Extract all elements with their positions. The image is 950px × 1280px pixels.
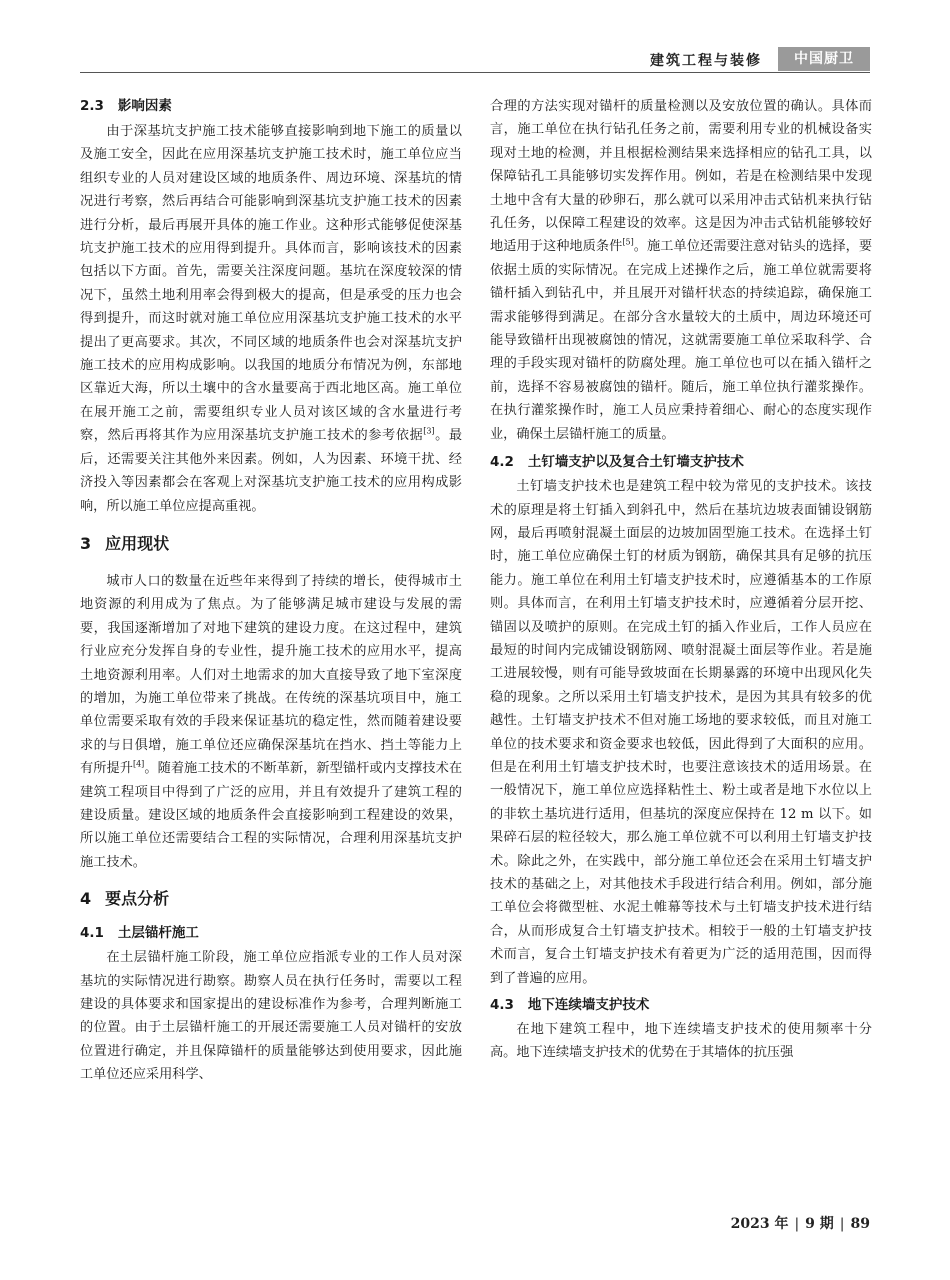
journal-section-title: 建筑工程与装修 (650, 53, 762, 69)
section-number: 2.3 (80, 98, 104, 114)
section-number: 4.3 (490, 997, 514, 1014)
section-heading-4-3 (490, 994, 872, 1016)
citation[interactable]: [5] (622, 238, 634, 248)
paragraph-text: 合理的方法实现对锚杆的质量检测以及安放位置的确认。具体而言，施工单位在执行钻孔任务之前，需要利用专业的机械设备实现对土地的检测，并且根据检测结果来选择相应的钻孔工具，以保障钻孔工具能够切实发挥作用。例如，若是在检测结果中发现土地中含有大量的砂卵石，那么就可以采用冲击式钻机来执行钻孔任务，以保障工程建设的效率。这是因为冲击式钻机能够较好地适用于这种地质条件 (490, 99, 872, 255)
footer-separator: | (794, 1216, 800, 1232)
section-heading-4-1 (80, 922, 462, 944)
section-heading-2-3 (80, 95, 462, 117)
section-number: 4 (80, 889, 92, 909)
footer-separator: | (839, 1216, 845, 1232)
issue-number: 9 期 (805, 1216, 834, 1232)
paragraph-text: 城市人口的数量在近些年来得到了持续的增长，使得城市土地资源的利用成为了焦点。为了能够满足城市建设与发展的需要，我国逐渐增加了对地下建筑的建设力度。在这过程中，建筑行业应充分发挥自身的专业性，提升施工技术的应用水平，提高土地资源利用率。人们对土地需求的加大直接导致了地下室深度的增加，为施工单位带来了挑战。在传统的深基坑项目中，施工单位需要采取有效的手段来保证基坑的稳定性，然而随着建设要求的与日俱增，施工单位还应确保深基坑在挡水、挡土等能力上有所提升 (80, 573, 462, 777)
issue-year: 2023 年 (730, 1216, 789, 1232)
paragraph-text: 。施工单位还需要注意对钻头的选择，要依据土质的实际情况。在完成上述操作之后，施工单位就需要将锚杆插入到钻孔中，并且展开对锚杆状态的持续追踪，确保施工需求能够得到满足。在部分含水量较大的土质中，周边环境还可能导致锚杆出现被腐蚀的情况，这就需要施工单位采取科学、合理的手段实现对锚杆的防腐处理。施工单位也可以在插入锚杆之前，选择不容易被腐蚀的锚杆。随后，施工单位执行灌浆操作。在执行灌浆操作时，施工人员应秉持着细心、耐心的态度实现作业，确保土层锚杆施工的质量。 (490, 239, 873, 442)
journal-brand-badge: 中国厨卫 (778, 47, 870, 71)
paragraph: 在土层锚杆施工阶段，施工单位应指派专业的工作人员对深基坑的实际情况进行勘察。勘察人员在执行任务时，需要以工程建设的具体要求和国家提出的建设标准作为参考，合理判断施工的位置。由于土层锚杆施工的开展还需要施工人员对锚杆的安放位置进行确定，并且保障锚杆的质量能够达到使用要求，因此施工单位还应采用科学、 (80, 950, 462, 1083)
paragraph (80, 120, 462, 518)
section-title: 土钉墙支护以及复合土钉墙支护技术 (527, 454, 744, 471)
paragraph-text: 由于深基坑支护施工技术能够直接影响到地下施工的质量以及施工安全，因此在应用深基坑支护施工技术时，施工单位应当组织专业的人员对建设区域的地质条件、周边环境、深基坑的情况进行考察，然后再结合可能影响到深基坑支护施工技术的因素进行分析，最后再展开具体的施工作业。这种形式能够促使深基坑支护施工技术的应用得到提升。具体而言，影响该技术的因素包括以下方面。首先，需要关注深度问题。基坑在深度较深的情况下，虽然土地利用率会得到极大的提高，但是承受的压力也会得到提升，而这时就对施工单位应用深基坑支护施工技术的水平提出了更高要求。其次，不同区域的地质条件也会对深基坑支护施工技术的应用构成影响。以我国的地质分布情况为例，东部地区靠近大海，所以土壤中的含水量要高于西北地区高。施工单位在展开施工之前，需要组织专业人员对该区域的含水量进行考察，然后再将其作为应用深基坑支护施工技术的参考依据 (80, 124, 462, 444)
section-title: 地下连续墙支护技术 (527, 997, 650, 1014)
section-number: 3 (80, 533, 92, 553)
paragraph-text: 。最后，还需要关注其他外来因素。例如，人为因素、环境干扰、经济投入等因素都会在客观上对深基坑支护施工技术的应用构成影响，所以施工单位应提高重视。 (80, 428, 463, 514)
section-title: 要点分析 (105, 889, 170, 909)
paragraph-text: 。随着施工技术的不断革新，新型锚杆或内支撑技术在建筑工程项目中得到了广泛的应用，并且有效提升了建筑工程的建设质量。建设区域的地质条件会直接影响到工程建设的效果，所以施工单位还需要结合工程的实际情况，合理利用深基坑支护施工技术。 (80, 761, 463, 870)
section-title: 土层锚杆施工 (117, 925, 199, 942)
paragraph (80, 570, 462, 874)
citation[interactable]: [3] (423, 426, 435, 436)
section-number: 4.2 (490, 454, 514, 471)
page-footer (731, 1213, 870, 1233)
page-number: 89 (850, 1216, 870, 1232)
paragraph: 土钉墙支护技术也是建筑工程中较为常见的支护技术。该技术的原理是将土钉插入到斜孔中，然后在基坑边坡表面铺设钢筋网，最后再喷射混凝土面层的边坡加固型施工技术。在选择土钉时，施工单位应确保土钉的材质为钢筋，确保其具有足够的抗压能力。施工单位在利用土钉墙支护技术时，应遵循基本的工作原则。具体而言，在利用土钉墙支护技术时，应遵循着分层开挖、锚固以及喷护的原则。在完成土钉的插入作业后，工作人员应在最短的时间内完成铺设钢筋网、喷射混凝土面层等作业。若是施工进展较慢，则有可能导致坡面在长期暴露的环境中出现风化失稳的现象。之所以采用土钉墙支护技术，是因为其具有较多的优越性。土钉墙支护技术不但对施工场地的要求较低，而且对施工单位的技术要求和资金要求也较低，因此得到了大面积的应用。但是在利用土钉墙支护技术时，也要注意该技术的适用场景。在一般情况下，施工单位应选择粘性土、粉土或者是地下水位以上的非软土基坑进行适用，但基坑的深度应保持在 12 m 以下。如果碎石层的粒径较大，那么施工单位就不可以利用土钉墙支护技术。除此之外，在实践中，部分施工单位还会在采用土钉墙支护技术的基础之上，对其他技术手段进行结合利用。例如，部分施工单位会将微型桩、水泥土帷幕等技术与土钉墙支护技术进行结合，从而形成复合土钉墙支护技术。相较于一般的土钉墙支护技术而言，复合土钉墙支护技术有着更为广泛的适用范围，因而得到了普遍的应用。 (490, 479, 872, 986)
section-heading-4-2 (490, 451, 872, 473)
section-title: 应用现状 (105, 533, 170, 553)
section-heading-3 (80, 533, 462, 555)
section-title: 影响因素 (117, 98, 172, 114)
section-heading-4 (80, 888, 462, 910)
right-column (490, 95, 872, 1065)
paragraph: 在地下建筑工程中，地下连续墙支护技术的使用频率十分高。地下连续墙支护技术的优势在于其墙体的抗压强 (490, 1022, 872, 1061)
citation[interactable]: [4] (132, 759, 145, 769)
running-header (80, 47, 870, 71)
header-rule (80, 72, 870, 73)
section-number: 4.1 (80, 925, 104, 942)
paragraph (490, 95, 872, 446)
left-column (80, 95, 462, 1087)
